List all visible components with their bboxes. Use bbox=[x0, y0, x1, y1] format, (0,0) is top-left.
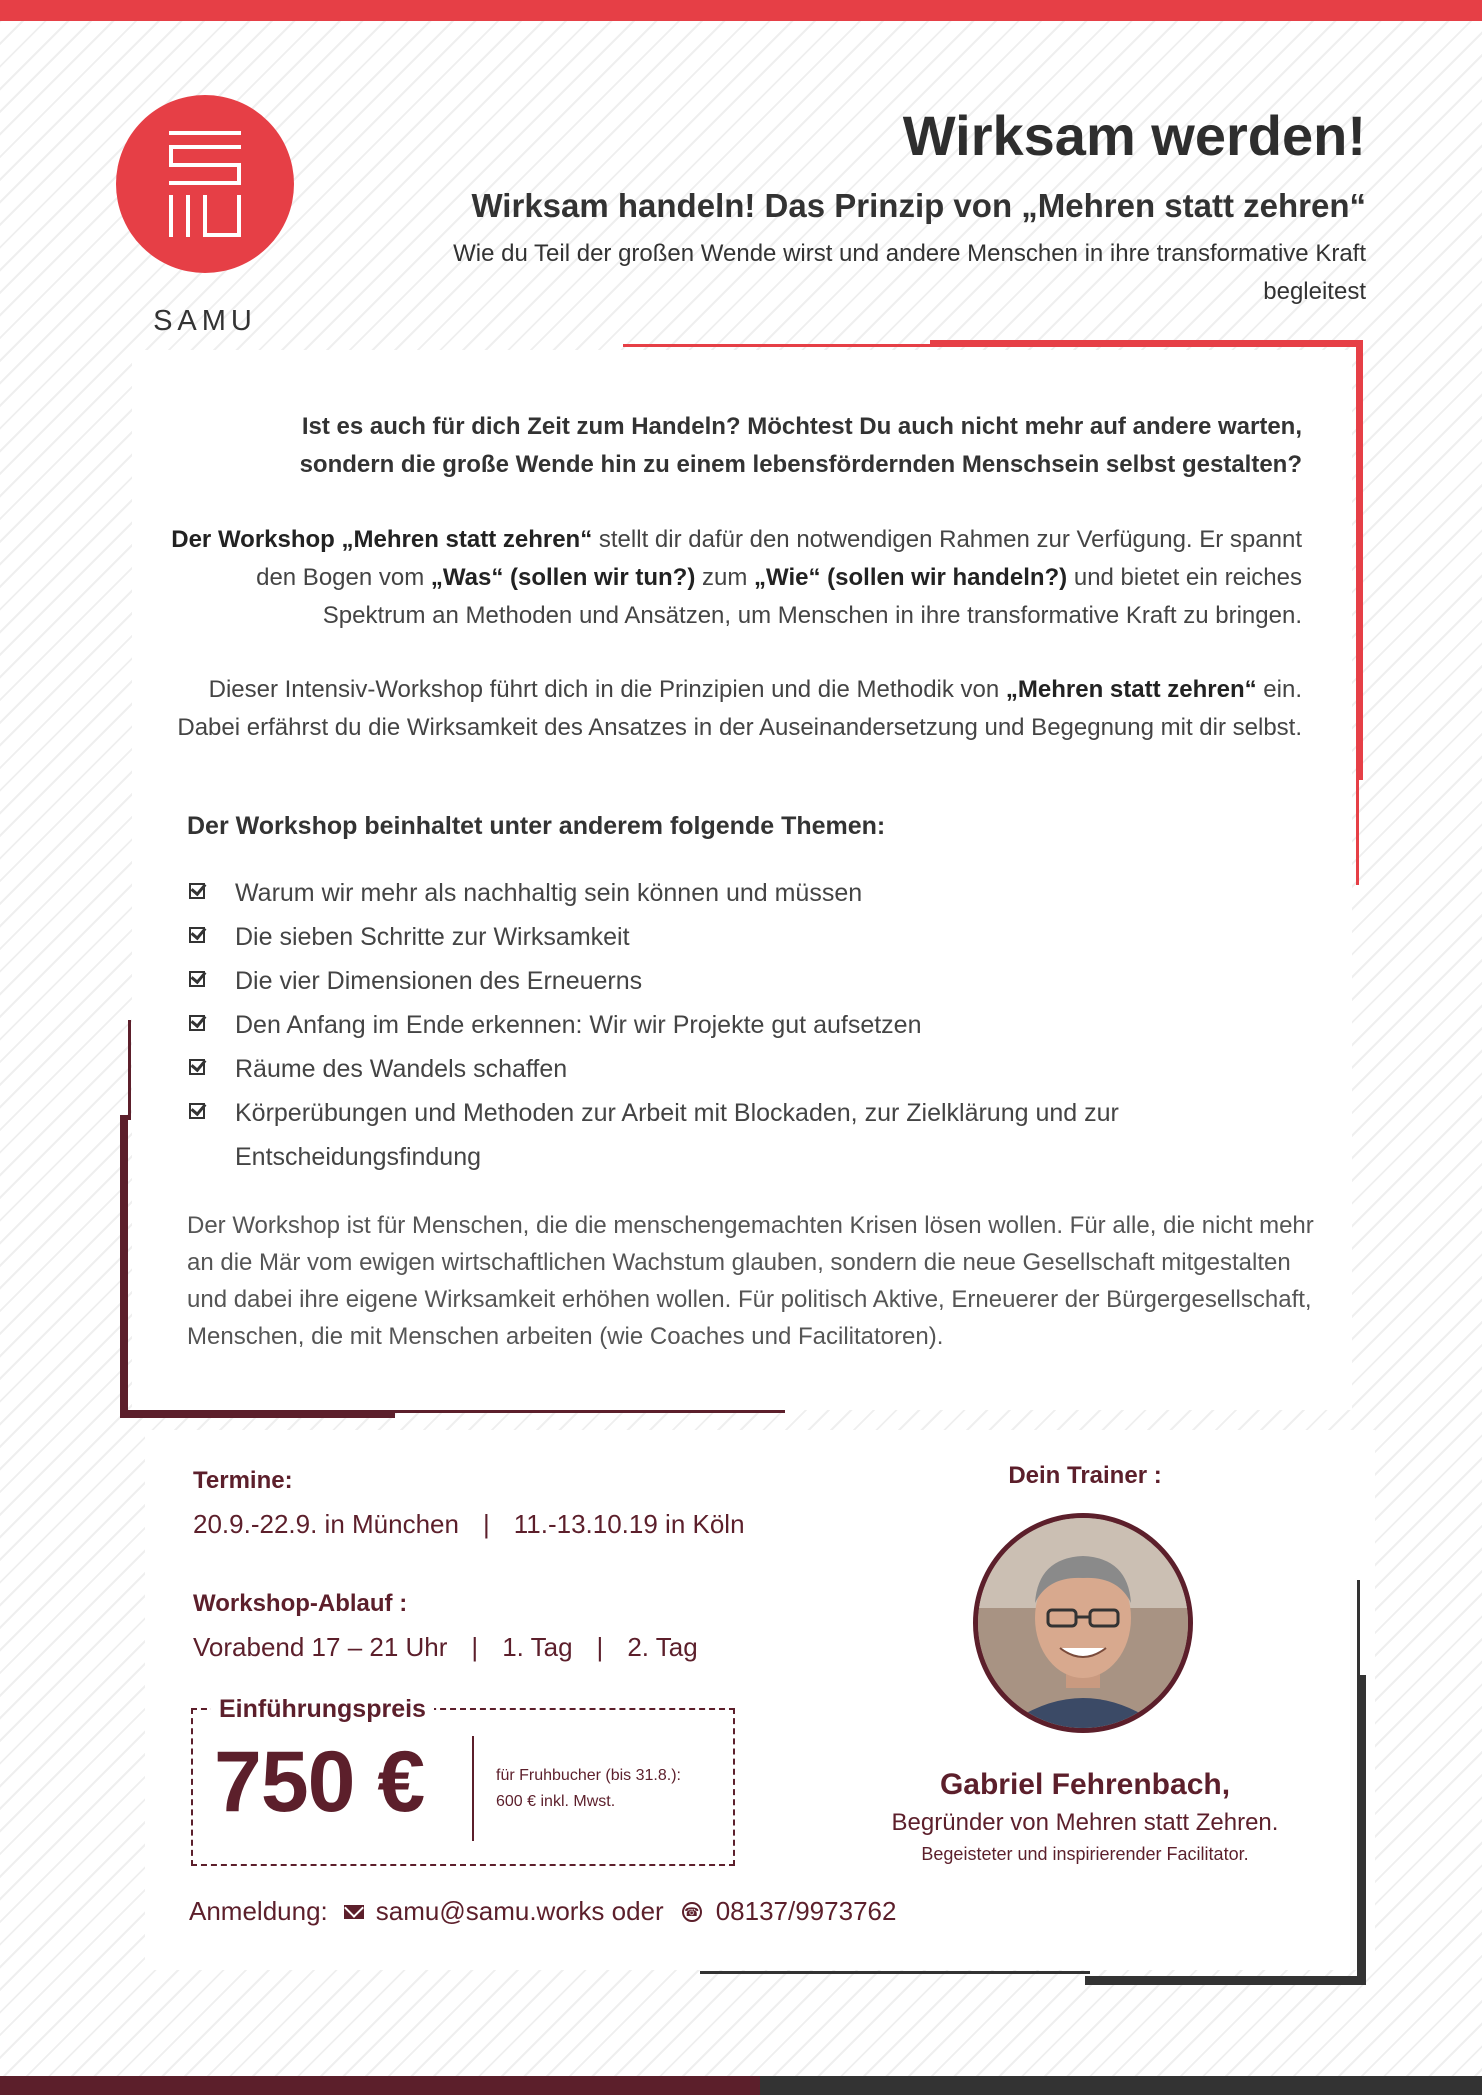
top-accent-bar bbox=[0, 0, 1482, 21]
trainer-photo bbox=[973, 1513, 1193, 1733]
envelope-icon bbox=[344, 1905, 364, 1919]
frame-line-gray-right bbox=[1357, 1675, 1366, 1985]
list-item: Körperübungen und Methoden zur Arbeit mit Blockaden, zur Zielklärung und zur Entscheidungsfindung bbox=[187, 1091, 1187, 1179]
ablauf-schedule: Vorabend 17 – 21 Uhr | 1. Tag | 2. Tag bbox=[193, 1632, 698, 1662]
topics-heading: Der Workshop beinhaltet unter anderem folgende Themen: bbox=[187, 812, 886, 840]
frame-line-gray-bottom-thin bbox=[700, 1971, 1090, 1974]
trainer-heading: Dein Trainer : bbox=[1008, 1462, 1162, 1489]
ablauf-label: Workshop-Ablauf : bbox=[193, 1590, 408, 1617]
checkbox-checked-icon bbox=[189, 883, 205, 899]
frame-line-dark-left-thin bbox=[128, 1020, 131, 1120]
date-munich: 20.9.-22.9. in München bbox=[193, 1509, 459, 1539]
termine-label: Termine: bbox=[193, 1467, 293, 1494]
topics-list bbox=[187, 871, 1187, 1179]
logo-wordmark: SAMU bbox=[153, 305, 257, 337]
list-item: Die vier Dimensionen des Erneuerns bbox=[187, 959, 1187, 1003]
frame-line-dark-bottom-thin bbox=[390, 1410, 785, 1413]
samu-logo bbox=[116, 95, 294, 273]
trainer-description: Begeisteter und inspirierender Facilitator. bbox=[921, 1844, 1249, 1864]
price-divider bbox=[472, 1736, 474, 1841]
early-bird-note: für Fruhbucher (bis 31.8.): 600 € inkl. Mwst. bbox=[496, 1767, 681, 1810]
phone-icon: ☎ bbox=[682, 1902, 702, 1922]
checkbox-checked-icon bbox=[189, 1059, 205, 1075]
checkbox-checked-icon bbox=[189, 1103, 205, 1119]
frame-line-red-top-thick bbox=[930, 340, 1363, 347]
page-title: Wirksam werden! bbox=[902, 104, 1366, 167]
trainer-role: Begründer von Mehren statt Zehren. bbox=[891, 1809, 1279, 1836]
list-item: Die sieben Schritte zur Wirksamkeit bbox=[187, 915, 1187, 959]
workshop-name: Der Workshop „Mehren statt zehren“ bbox=[171, 526, 593, 553]
list-item: Räume des Wandels schaffen bbox=[187, 1047, 1187, 1091]
page-tagline: Wie du Teil der großen Wende wirst und andere Menschen in ihre transformative Kraft begleitest bbox=[453, 240, 1366, 305]
bottom-bar-dark bbox=[0, 2076, 760, 2095]
termine-dates: 20.9.-22.9. in München | 11.-13.10.19 in Köln bbox=[193, 1509, 745, 1539]
date-cologne: 11.-13.10.19 in Köln bbox=[513, 1509, 745, 1539]
price-label: Einführungspreis bbox=[211, 1695, 434, 1724]
frame-line-dark-left bbox=[120, 1115, 128, 1418]
email-link[interactable]: samu@samu.works oder bbox=[375, 1896, 664, 1926]
workshop-intensive-description: Dieser Intensiv-Workshop führt dich in die Prinzipien und die Methodik von „Mehren statt zehren“ ein. Dabei erfährst du die Wirksamkeit des Ansatzes in der Auseinandersetzung und Begegnung mit dir selbst. bbox=[177, 676, 1302, 741]
frame-line-gray-bottom bbox=[1085, 1976, 1366, 1985]
frame-line-gray-right-thin bbox=[1357, 1580, 1360, 1680]
price-amount: 750 € bbox=[214, 1734, 425, 1830]
checkbox-checked-icon bbox=[189, 927, 205, 943]
trainer-name: Gabriel Fehrenbach, bbox=[939, 1768, 1231, 1801]
workshop-description: Der Workshop „Mehren statt zehren“ stellt dir dafür den notwendigen Rahmen zur Verfügung. Er spannt den Bogen vom „Was“ (sollen wir tun?) zum „Wie“ (sollen wir handeln?) und bietet ein reiches Spektrum an Methoden und Ansätzen, um Menschen in ihre transformative Kraft zu bringen. bbox=[171, 526, 1302, 629]
checkbox-checked-icon bbox=[189, 1015, 205, 1031]
frame-line-red-right-thin bbox=[1356, 775, 1359, 885]
list-item: Den Anfang im Ende erkennen: Wir wir Projekte gut aufsetzen bbox=[187, 1003, 1187, 1047]
registration-label: Anmeldung: bbox=[189, 1896, 328, 1926]
bottom-bar-gray bbox=[760, 2076, 1482, 2095]
samu-logo-mark-icon bbox=[116, 95, 294, 273]
list-item: Warum wir mehr als nachhaltig sein können und müssen bbox=[187, 871, 1187, 915]
audience-description: Der Workshop ist für Menschen, die die menschengemachten Krisen lösen wollen. Für alle, die nicht mehr an die Mär vom ewigen wirtschaftlichen Wachstum glauben, sondern die neue Gesellschaft mitgestalten und dabei ihre eigene Wirksamkeit erhöhen wollen. Für politisch Aktive, Erneuerer der Bürgergesellschaft, Menschen, die mit Menschen arbeiten (wie Coaches und Facilitatoren). bbox=[187, 1212, 1314, 1350]
checkbox-checked-icon bbox=[189, 971, 205, 987]
frame-line-dark-bottom bbox=[120, 1410, 395, 1418]
trainer-portrait-icon bbox=[978, 1518, 1188, 1728]
registration bbox=[189, 1896, 896, 1927]
page-subtitle: Wirksam handeln! Das Prinzip von „Mehren statt zehren“ bbox=[471, 187, 1366, 224]
frame-line-red-right bbox=[1356, 340, 1363, 780]
phone-link[interactable]: 08137/9973762 bbox=[715, 1896, 897, 1926]
intro-question: Ist es auch für dich Zeit zum Handeln? Möchtest Du auch nicht mehr auf andere warten, sondern die große Wende hin zu einem lebensfördernden Menschsein selbst gestalten? bbox=[299, 413, 1302, 478]
